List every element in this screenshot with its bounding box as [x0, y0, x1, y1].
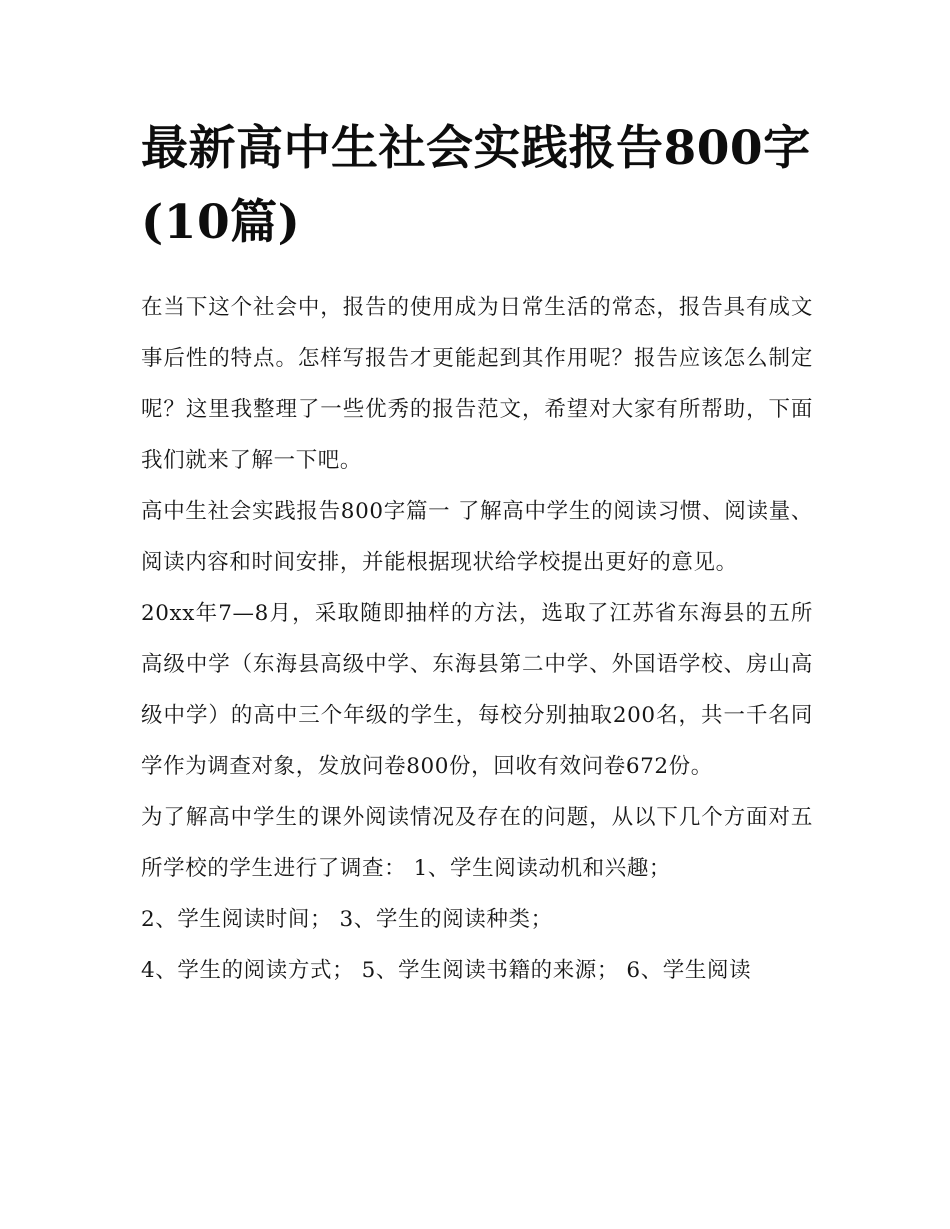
- paragraph-aspects-2-3: 2、学生阅读时间； 3、学生的阅读种类；: [141, 907, 553, 932]
- paragraph-survey-method: 20xx年7—8月，采取随即抽样的方法，选取了江苏省东海县的五所高级中学（东海县高级中学、东海县第二中学、外国语学校、房山高级中学）的高中三个年级的学生，每校分别抽取200名，共一千名同学作为调查对象，发放问卷800份，回收有效问卷672份。: [141, 601, 813, 779]
- paragraph-intro: 在当下这个社会中，报告的使用成为日常生活的常态，报告具有成文事后性的特点。怎样写报告才更能起到其作用呢？报告应该怎么制定呢？这里我整理了一些优秀的报告范文，希望对大家有所帮助，下面我们就来了解一下吧。: [141, 295, 813, 473]
- paragraph-survey-aspects: 为了解高中学生的课外阅读情况及存在的问题，从以下几个方面对五所学校的学生进行了调查： 1、学生阅读动机和兴趣；: [141, 805, 813, 881]
- document-body: [141, 282, 813, 996]
- document-title: 最新高中生社会实践报告800字(10篇): [141, 121, 811, 250]
- paragraph-section-one: 高中生社会实践报告800字篇一 了解高中学生的阅读习惯、阅读量、阅读内容和时间安排，并能根据现状给学校提出更好的意见。: [141, 499, 813, 575]
- paragraph-aspects-4-6: 4、学生的阅读方式； 5、学生阅读书籍的来源； 6、学生阅读: [141, 958, 752, 983]
- document-content: [141, 112, 813, 996]
